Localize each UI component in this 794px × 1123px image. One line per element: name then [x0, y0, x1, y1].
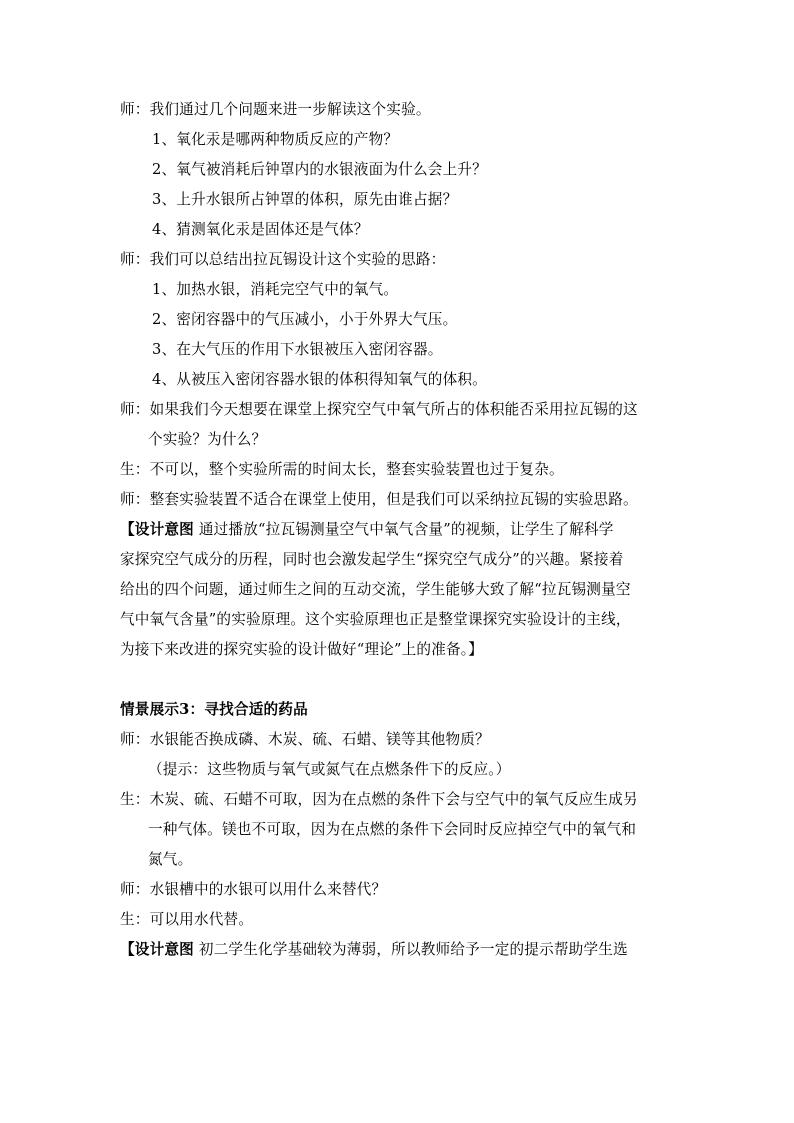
design-intent-2-line-1: [120, 941, 680, 959]
student-line-3: 生：可以用水代替。: [120, 911, 254, 928]
teacher-line-1: 师：我们通过几个问题来进一步解读这个实验。: [120, 101, 431, 118]
step-2: 2、密闭容器中的气压减小，小于外界大气压。: [152, 311, 458, 328]
step-3: 3、在大气压的作用下水银被压入密闭容器。: [152, 341, 443, 358]
design-intent-label-2: 【设计意图: [120, 941, 194, 958]
design-intent-1-line-1: [120, 521, 680, 539]
teacher-line-3: 师：如果我们今天想要在课堂上探究空气中氧气所占的体积能否采用拉瓦锡的这: [120, 401, 638, 418]
hint-line: （提示：这些物质与氧气或氮气在点燃条件下的反应。）: [148, 761, 511, 778]
student-line-2: 生：木炭、硫、石蜡不可取，因为在点燃的条件下会与空气中的氧气反应生成另: [120, 791, 638, 808]
teacher-line-2: 师：我们可以总结出拉瓦锡设计这个实验的思路：: [120, 251, 446, 268]
design-intent-1-text: 通过播放“拉瓦锡测量空气中氧气含量”的视频，让学生了解科学: [198, 521, 614, 538]
section-heading: 情景展示3：寻找合适的药品: [120, 701, 308, 718]
student-line-2-cont-2: 氮气。: [148, 851, 193, 868]
design-intent-label: 【设计意图: [120, 521, 194, 538]
teacher-line-5: 师：水银能否换成磷、木炭、硫、石蜡、镁等其他物质？: [120, 731, 490, 748]
question-1: 1、氧化汞是哪两种物质反应的产物？: [152, 131, 399, 148]
teacher-line-4: 师：整套实验装置不适合在课堂上使用，但是我们可以采纳拉瓦锡的实验思路。: [120, 491, 638, 508]
design-intent-2-text: 初二学生化学基础较为薄弱，所以教师给予一定的提示帮助学生选: [198, 941, 628, 958]
design-intent-1-line-4: 气中氧气含量”的实验原理。这个实验原理也正是整堂课探究实验设计的主线，: [120, 611, 631, 628]
teacher-line-3-cont: 个实验？为什么？: [148, 431, 267, 448]
question-3: 3、上升水银所占钟罩的体积，原先由谁占据？: [152, 191, 458, 208]
question-4: 4、猜测氧化汞是固体还是气体？: [152, 221, 369, 238]
design-intent-1-line-5: 为接下来改进的探究实验的设计做好“理论”上的准备。】: [120, 641, 484, 658]
step-4: 4、从被压入密闭容器水银的体积得知氧气的体积。: [152, 371, 487, 388]
design-intent-1-line-2: 家探究空气成分的历程，同时也会激发起学生“探究空气成分”的兴趣。紧接着: [120, 551, 624, 568]
teacher-line-6: 师：水银槽中的水银可以用什么来替代？: [120, 881, 387, 898]
student-line-1: 生：不可以，整个实验所需的时间太长，整套实验装置也过于复杂。: [120, 461, 564, 478]
student-line-2-cont-1: 一种气体。镁也不可取，因为在点燃的条件下会同时反应掉空气中的氧气和: [148, 821, 637, 838]
design-intent-1-line-3: 给出的四个问题，通过师生之间的互动交流，学生能够大致了解“拉瓦锡测量空: [120, 581, 631, 598]
step-1: 1、加热水银，消耗完空气中的氧气。: [152, 281, 399, 298]
question-2: 2、氧气被消耗后钟罩内的水银液面为什么会上升？: [152, 161, 487, 178]
